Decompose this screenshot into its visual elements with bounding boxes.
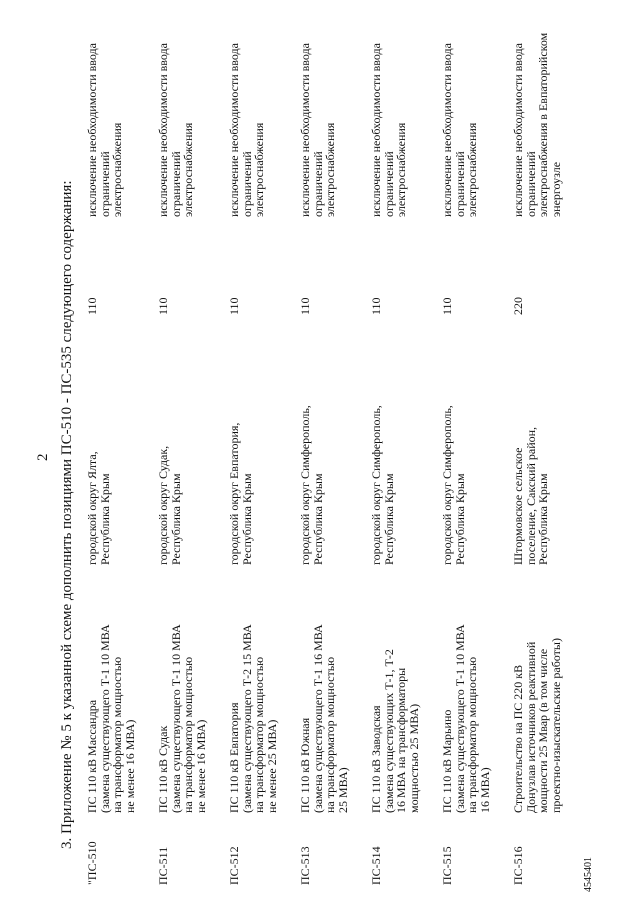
location: городской округ Симферополь, Республика Крым <box>298 405 325 565</box>
location: городской округ Судак, Республика Крым <box>156 445 183 565</box>
purpose: исключение необходимости ввода ограничений электроснабжения <box>298 43 337 217</box>
substation-name: ПС 110 кВ Судак (замена существующего Т-1 10 МВА на трансформатор мощностью не менее 16 МВА) <box>156 624 208 813</box>
purpose: исключение необходимости ввода ограничений электроснабжения <box>156 43 195 217</box>
purpose: исключение необходимости ввода ограничений электроснабжения в Евпаторийском энергоузле <box>511 32 563 217</box>
row-id: ПС-511 <box>156 846 170 885</box>
location: Штормовское сельское поселение, Сакский район, Республика Крым <box>511 426 550 565</box>
voltage: 110 <box>440 297 454 315</box>
substation-name: ПС 110 кВ Евпатория (замена существующего Т-2 15 МВА на трансформатор мощностью не менее 25 МВА) <box>227 624 279 813</box>
purpose: исключение необходимости ввода ограничений электроснабжения <box>227 43 266 217</box>
intro-text: 3. Приложение № 5 к указанной схеме дополнить позициями ПС-510 - ПС-535 следующего содержания: <box>59 180 75 849</box>
substation-name: ПС 110 кВ Южная (замена существующего Т-1 16 МВА на трансформатор мощностью 25 МВА) <box>298 624 350 813</box>
row-id: "ПС-510 <box>85 841 99 885</box>
voltage: 110 <box>369 297 383 315</box>
row-id: ПС-515 <box>440 846 454 885</box>
voltage: 110 <box>156 297 170 315</box>
substation-name: ПС 110 кВ Заводская (замена существующих Т-1, Т-2 16 МВА на трансформаторы мощностью 25 МВА) <box>369 649 421 813</box>
voltage: 220 <box>511 297 525 315</box>
voltage: 110 <box>227 297 241 315</box>
row-id: ПС-512 <box>227 846 241 885</box>
substation-name: Строительство на ПС 220 кВ Донузлав источников реактивной мощности 25 Мвар (в том числе проектно-изыскательские работы) <box>511 638 563 813</box>
purpose: исключение необходимости ввода ограничений электроснабжения <box>440 43 479 217</box>
substation-name: ПС 110 кВ Марьино (замена существующего Т-1 10 МВА на трансформатор мощностью 16 МВА) <box>440 624 492 813</box>
document-code: 4545401 <box>583 857 594 892</box>
location: городской округ Симферополь, Республика Крым <box>440 405 467 565</box>
purpose: исключение необходимости ввода ограничений электроснабжения <box>369 43 408 217</box>
location: городской округ Ялта, Республика Крым <box>85 451 112 565</box>
voltage: 110 <box>85 297 99 315</box>
row-id: ПС-514 <box>369 846 383 885</box>
location: городской округ Евпатория, Республика Крым <box>227 422 254 565</box>
voltage: 110 <box>298 297 312 315</box>
row-id: ПС-516 <box>511 846 525 885</box>
purpose: исключение необходимости ввода ограничений электроснабжения <box>85 43 124 217</box>
row-id: ПС-513 <box>298 846 312 885</box>
substation-name: ПС 110 кВ Массандра (замена существующего Т-1 10 МВА на трансформатор мощностью не менее 16 МВА) <box>85 624 137 813</box>
location: городской округ Симферополь, Республика Крым <box>369 405 396 565</box>
page-number: 2 <box>35 453 51 461</box>
